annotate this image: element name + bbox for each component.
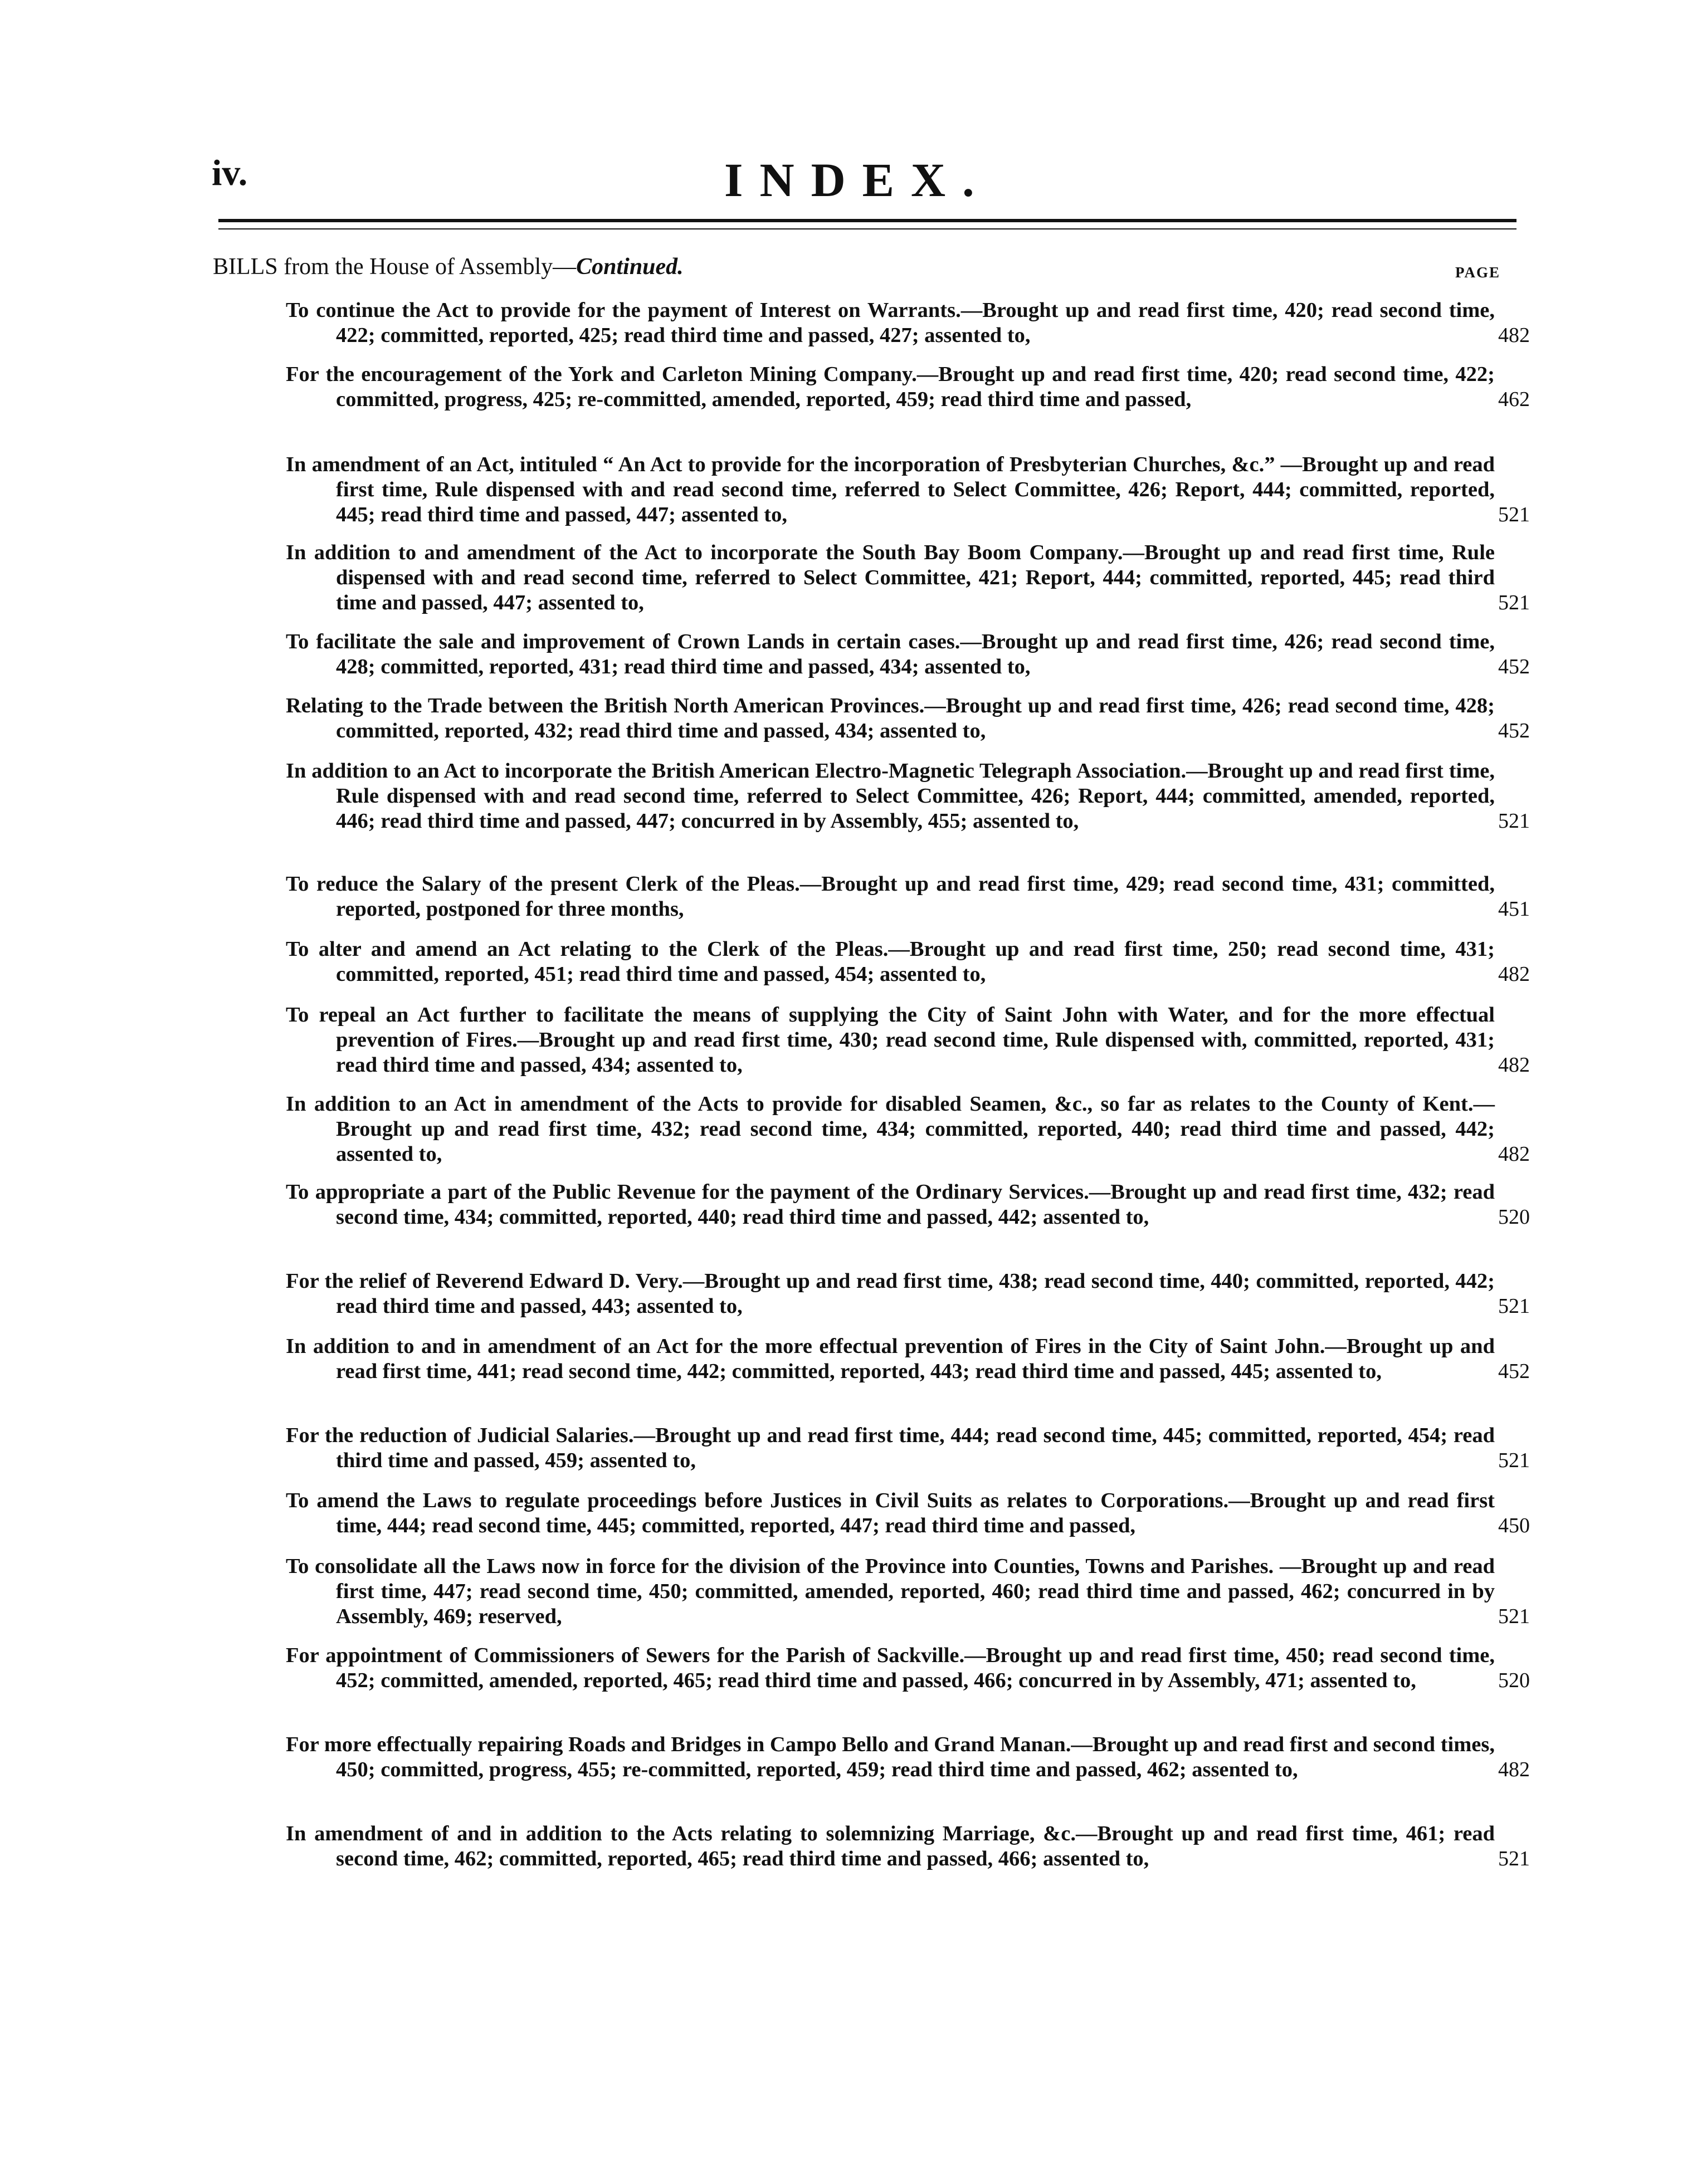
index-entry <box>286 1180 1530 1230</box>
entry-page-number: 482 <box>1498 324 1530 347</box>
entry-page-number: 482 <box>1498 1142 1530 1166</box>
index-entry <box>286 1092 1530 1167</box>
entry-text: To facilitate the sale and improvement of Crown Lands in certain cases.—Brought up and read first time, 426; read second time, 428; committed, reported, 431; read third time and passed, 434; assented to, <box>286 630 1495 678</box>
entry-text: To appropriate a part of the Public Revenue for the payment of the Ordinary Services.—Brought up and read first time, 432; read second time, 434; committed, reported, 440; read third time and passed, 442; assented to, <box>286 1180 1495 1229</box>
entry-page-number: 520 <box>1498 1669 1530 1692</box>
entry-text: In addition to an Act in amendment of the Acts to provide for disabled Seamen, &c., so far as relates to the County of Kent.—Brought up and read first time, 432; read second time, 434; committed, reported, 440; read third time and passed, 442; assented to, <box>286 1092 1495 1166</box>
entry-text: For more effectually repairing Roads and Bridges in Campo Bello and Grand Manan.—Brought up and read first and second times, 450; committed, progress, 455; re-committed, reported, 459; read third time and passed, 462; assented to, <box>286 1733 1495 1781</box>
entry-text: To consolidate all the Laws now in force for the division of the Province into Counties, Towns and Parishes. —Brought up and read first time, 447; read second time, 450; committed, amended, reported, 460; read third time and passed, 462; concurred in by Assembly, 469; reserved, <box>286 1555 1495 1628</box>
index-entry <box>286 1554 1530 1629</box>
entry-page-number: 520 <box>1498 1205 1530 1229</box>
entry-text: To alter and amend an Act relating to the Clerk of the Pleas.—Brought up and read first time, 250; read second time, 431; committed, reported, 451; read third time and passed, 454; assented to, <box>286 937 1495 986</box>
index-entry <box>286 759 1530 834</box>
entry-text: In addition to an Act to incorporate the British American Electro-Magnetic Telegraph Association.—Brought up and read first time, Rule dispensed with and read second time, referred to Select Committee, 426; Report, 444; committed, amended, reported, 446; read third time and passed, 447; concurred in by Assembly, 455; assented to, <box>286 759 1495 833</box>
entry-page-number: 521 <box>1498 591 1530 614</box>
index-entry <box>286 1732 1530 1782</box>
entry-page-number: 462 <box>1498 388 1530 411</box>
index-entry <box>286 1488 1530 1538</box>
entry-text: For the relief of Reverend Edward D. Very.—Brought up and read first time, 438; read second time, 440; committed, reported, 442; read third time and passed, 443; assented to, <box>286 1269 1495 1318</box>
section-heading <box>213 255 684 279</box>
entry-page-number: 482 <box>1498 962 1530 986</box>
index-entry <box>286 1643 1530 1693</box>
entry-page-number: 521 <box>1498 1605 1530 1628</box>
entry-text: In addition to and in amendment of an Act for the more effectual prevention of Fires in the City of Saint John.—Brought up and read first time, 441; read second time, 442; committed, reported, 443; read third time and passed, 445; assented to, <box>286 1335 1495 1383</box>
index-entry <box>286 540 1530 615</box>
entry-page-number: 521 <box>1498 809 1530 833</box>
entry-text: To reduce the Salary of the present Clerk of the Pleas.—Brought up and read first time, 429; read second time, 431; committed, reported, postponed for three months, <box>286 872 1495 921</box>
entry-page-number: 452 <box>1498 1360 1530 1383</box>
index-entry <box>286 693 1530 744</box>
index-entry <box>286 1269 1530 1319</box>
entry-text: For the reduction of Judicial Salaries.—Brought up and read first time, 444; read second time, 445; committed, reported, 454; read third time and passed, 459; assented to, <box>286 1424 1495 1472</box>
page-column-label: PAGE <box>1455 264 1500 281</box>
index-entry <box>286 872 1530 922</box>
entry-page-number: 452 <box>1498 655 1530 678</box>
index-entry <box>286 1003 1530 1078</box>
entry-text: For appointment of Commissioners of Sewers for the Parish of Sackville.—Brought up and read first time, 450; read second time, 452; committed, amended, reported, 465; read third time and passed, 466; concurred in by Assembly, 471; assented to, <box>286 1644 1495 1692</box>
header-rule-thick <box>218 219 1516 222</box>
entry-page-number: 521 <box>1498 1847 1530 1870</box>
index-entry <box>286 452 1530 527</box>
page-title: INDEX. <box>724 153 991 207</box>
entry-text: In amendment of and in addition to the Acts relating to solemnizing Marriage, &c.—Brought up and read first time, 461; read second time, 462; committed, reported, 465; read third time and passed, 466; assented to, <box>286 1822 1495 1870</box>
entry-text: For the encouragement of the York and Carleton Mining Company.—Brought up and read first time, 420; read second time, 422; committed, progress, 425; re-committed, amended, reported, 459; read third time and passed, <box>286 363 1495 411</box>
page-header <box>0 0 1697 234</box>
index-entry <box>286 362 1530 412</box>
entry-page-number: 521 <box>1498 1294 1530 1318</box>
index-entry <box>286 1334 1530 1384</box>
header-rule-thin <box>218 228 1516 229</box>
section-heading-text: BILLS from the House of Assembly— <box>213 254 577 280</box>
index-entry <box>286 298 1530 348</box>
entry-page-number: 450 <box>1498 1514 1530 1537</box>
entry-page-number: 482 <box>1498 1758 1530 1781</box>
entry-page-number: 452 <box>1498 719 1530 742</box>
page-folio: iv. <box>212 153 248 193</box>
section-heading-continued: Continued. <box>576 254 684 280</box>
index-entry <box>286 629 1530 680</box>
entry-text: In amendment of an Act, intituled “ An Act to provide for the incorporation of Presbyterian Churches, &c.” —Brought up and read first time, Rule dispensed with and read second time, referred to Select Committee, 426; Report, 444; committed, reported, 445; read third time and passed, 447; assented to, <box>286 453 1495 526</box>
index-entry <box>286 1423 1530 1473</box>
entry-page-number: 521 <box>1498 1449 1530 1472</box>
entry-text: In addition to and amendment of the Act to incorporate the South Bay Boom Company.—Brought up and read first time, Rule dispensed with and read second time, referred to Select Committee, 421; Report, 444; committed, reported, 445; read third time and passed, 447; assented to, <box>286 541 1495 614</box>
entry-text: To amend the Laws to regulate proceedings before Justices in Civil Suits as relates to Corporations.—Brought up and read first time, 444; read second time, 445; committed, reported, 447; read third time and passed, <box>286 1489 1495 1537</box>
entry-page-number: 451 <box>1498 897 1530 921</box>
entry-page-number: 521 <box>1498 503 1530 526</box>
index-entry <box>286 937 1530 987</box>
entry-text: To repeal an Act further to facilitate the means of supplying the City of Saint John with Water, and for the more effectual prevention of Fires.—Brought up and read first time, 430; read second time, Rule dispensed with, committed, reported, 431; read third time and passed, 434; assented to, <box>286 1003 1495 1077</box>
entry-text: To continue the Act to provide for the payment of Interest on Warrants.—Brought up and read first time, 420; read second time, 422; committed, reported, 425; read third time and passed, 427; assented to, <box>286 299 1495 347</box>
entry-page-number: 482 <box>1498 1053 1530 1077</box>
entry-text: Relating to the Trade between the British North American Provinces.—Brought up and read first time, 426; read second time, 428; committed, reported, 432; read third time and passed, 434; assented to, <box>286 694 1495 742</box>
index-entry <box>286 1821 1530 1872</box>
